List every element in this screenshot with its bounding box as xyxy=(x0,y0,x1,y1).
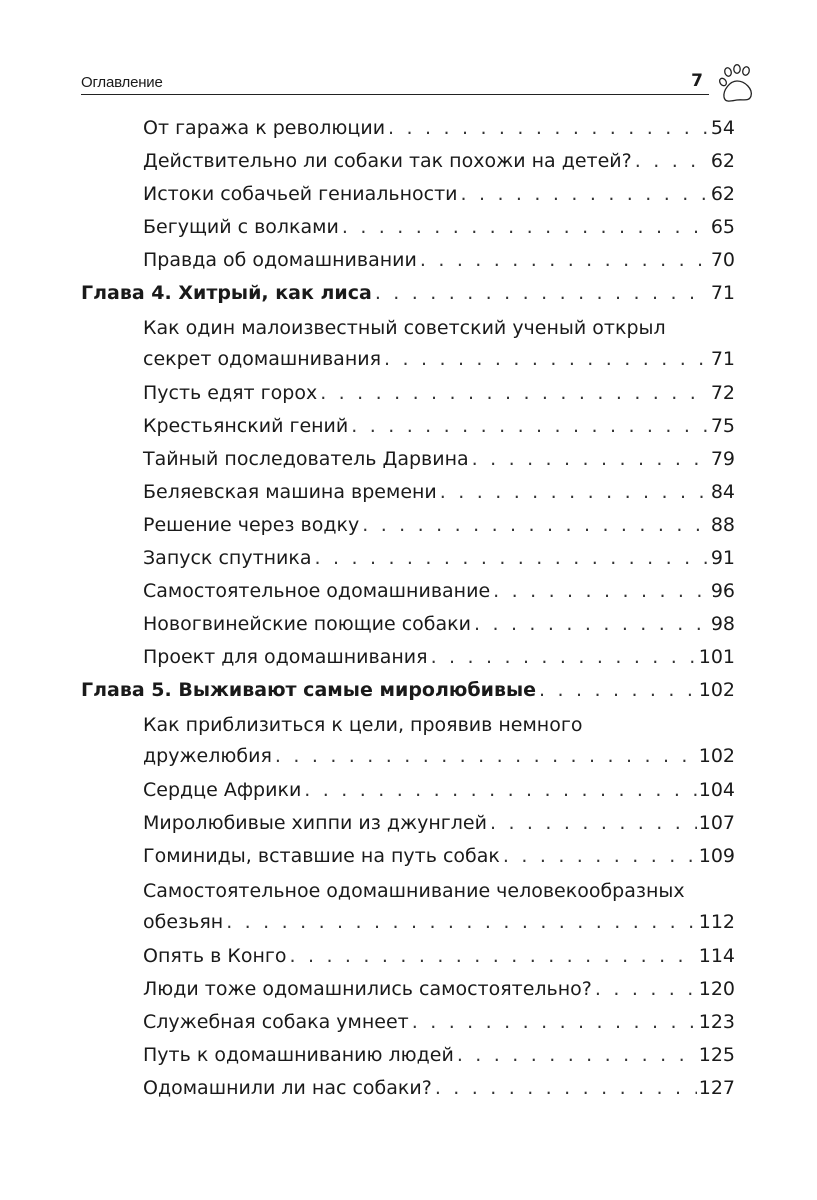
entry-title: Беляевская машина времени xyxy=(143,481,437,503)
toc-entry[interactable] xyxy=(81,211,735,244)
entry-title: Самостоятельное одомашнивание xyxy=(143,580,491,602)
entry-title: Миролюбивые хиппи из джунглей xyxy=(143,812,487,834)
entry-title: Опять в Конго xyxy=(143,945,287,967)
entry-page-number: 102 xyxy=(698,745,735,767)
entry-page-number: 123 xyxy=(698,1011,735,1033)
dot-leader xyxy=(493,575,709,608)
dot-leader xyxy=(342,211,709,244)
entry-page-number: 98 xyxy=(710,613,735,635)
dot-leader xyxy=(503,840,697,873)
toc-entry[interactable] xyxy=(81,145,735,178)
dot-leader xyxy=(315,542,709,575)
entry-page-number: 112 xyxy=(698,911,735,933)
dot-leader xyxy=(351,410,709,443)
toc-entry[interactable] xyxy=(81,973,735,1006)
paw-print-icon xyxy=(715,63,761,107)
dot-leader xyxy=(460,178,708,211)
toc-entry[interactable] xyxy=(81,1039,735,1072)
dot-leader xyxy=(420,244,709,277)
chapter-entry[interactable] xyxy=(81,674,735,707)
entry-title: Служебная собака умнеет xyxy=(143,1011,409,1033)
entry-page-number: 65 xyxy=(710,216,735,238)
dot-leader xyxy=(388,112,709,145)
dot-leader xyxy=(375,277,709,310)
toc-entry[interactable] xyxy=(81,112,735,145)
toc-entry[interactable] xyxy=(81,443,735,476)
chapter-entry[interactable] xyxy=(81,277,735,310)
entry-title: Крестьянский гений xyxy=(143,415,349,437)
toc-entry[interactable] xyxy=(81,244,735,277)
entry-page-number: 84 xyxy=(710,481,735,503)
toc-entry[interactable] xyxy=(81,1072,735,1105)
toc-entry[interactable] xyxy=(81,940,735,973)
entry-page-number: 120 xyxy=(698,978,735,1000)
entry-page-number: 62 xyxy=(710,183,735,205)
entry-title: Истоки собачьей гениальности xyxy=(143,183,458,205)
entry-title: Тайный последователь Дарвина xyxy=(143,448,469,470)
entry-title: Глава 5. Выживают самые миролюбивые xyxy=(81,679,537,701)
entry-page-number: 107 xyxy=(698,812,735,834)
toc-entry-first-line: Самостоятельное одомашнивание человекообразных xyxy=(143,880,685,902)
running-header xyxy=(81,64,709,95)
toc-entry[interactable] xyxy=(81,641,735,674)
entry-title: Действительно ли собаки так похожи на детей? xyxy=(143,150,632,172)
entry-title: Новогвинейские поющие собаки xyxy=(143,613,471,635)
dot-leader xyxy=(440,476,709,509)
entry-title: Сердце Африки xyxy=(143,779,302,801)
dot-leader xyxy=(362,509,709,542)
entry-page-number: 96 xyxy=(710,580,735,602)
entry-page-number: 125 xyxy=(698,1044,735,1066)
toc-entry[interactable] xyxy=(81,807,735,840)
entry-page-number: 109 xyxy=(698,845,735,867)
toc-entry[interactable] xyxy=(81,774,735,807)
dot-leader xyxy=(412,1006,697,1039)
entry-title: Правда об одомашнивании xyxy=(143,249,417,271)
entry-title: Глава 4. Хитрый, как лиса xyxy=(81,282,372,304)
entry-title: Запуск спутника xyxy=(143,547,312,569)
toc-entry[interactable] xyxy=(81,476,735,509)
dot-leader xyxy=(472,443,709,476)
dot-leader xyxy=(490,807,697,840)
dot-leader xyxy=(539,674,697,707)
dot-leader xyxy=(457,1039,697,1072)
dot-leader xyxy=(290,940,697,973)
dot-leader xyxy=(275,741,697,771)
dot-leader xyxy=(595,973,697,1006)
entry-title: Одомашнили ли нас собаки? xyxy=(143,1077,432,1099)
toc-entry[interactable] xyxy=(81,377,735,410)
entry-page-number: 102 xyxy=(698,679,735,701)
entry-page-number: 127 xyxy=(698,1077,735,1099)
entry-page-number: 101 xyxy=(698,646,735,668)
table-of-contents xyxy=(81,112,735,1105)
dot-leader xyxy=(635,145,709,178)
dot-leader xyxy=(435,1072,697,1105)
toc-entry-first-line: Как один малоизвестный советский ученый открыл xyxy=(143,317,666,339)
entry-page-number: 70 xyxy=(710,249,735,271)
dot-leader xyxy=(304,774,696,807)
toc-entry[interactable] xyxy=(81,575,735,608)
page-number: 7 xyxy=(691,71,703,91)
toc-entry[interactable] xyxy=(81,840,735,873)
entry-page-number: 72 xyxy=(710,382,735,404)
entry-page-number: 75 xyxy=(710,415,735,437)
dot-leader xyxy=(320,377,709,410)
entry-title: Люди тоже одомашнились самостоятельно? xyxy=(143,978,592,1000)
toc-entry-first-line: Как приблизиться к цели, проявив немного xyxy=(143,714,583,736)
toc-entry[interactable] xyxy=(81,608,735,641)
entry-title: дружелюбия xyxy=(143,745,272,767)
entry-title: Пусть едят горох xyxy=(143,382,318,404)
toc-entry[interactable] xyxy=(81,741,735,771)
entry-title: Гоминиды, вставшие на путь собак xyxy=(143,845,500,867)
dot-leader xyxy=(474,608,709,641)
entry-page-number: 62 xyxy=(710,150,735,172)
dot-leader xyxy=(384,344,709,374)
dot-leader xyxy=(226,907,697,937)
toc-entry[interactable] xyxy=(81,344,735,374)
entry-page-number: 114 xyxy=(698,945,735,967)
entry-title: Проект для одомашнивания xyxy=(143,646,428,668)
toc-entry[interactable] xyxy=(81,907,735,937)
section-title: Оглавление xyxy=(81,74,163,91)
entry-page-number: 71 xyxy=(710,348,735,370)
entry-title: Бегущий с волками xyxy=(143,216,339,238)
entry-page-number: 71 xyxy=(710,282,735,304)
entry-title: От гаража к революции xyxy=(143,117,386,139)
toc-entry[interactable] xyxy=(81,178,735,211)
entry-page-number: 88 xyxy=(710,514,735,536)
entry-title: Решение через водку xyxy=(143,514,360,536)
toc-entry[interactable] xyxy=(81,1006,735,1039)
dot-leader xyxy=(431,641,697,674)
entry-page-number: 79 xyxy=(710,448,735,470)
toc-entry[interactable] xyxy=(81,410,735,443)
entry-page-number: 54 xyxy=(710,117,735,139)
entry-title: секрет одомашнивания xyxy=(143,348,382,370)
entry-title: Путь к одомашниванию людей xyxy=(143,1044,454,1066)
toc-entry[interactable] xyxy=(81,509,735,542)
entry-page-number: 104 xyxy=(698,779,735,801)
entry-title: обезьян xyxy=(143,911,224,933)
entry-page-number: 91 xyxy=(710,547,735,569)
toc-entry[interactable] xyxy=(81,542,735,575)
